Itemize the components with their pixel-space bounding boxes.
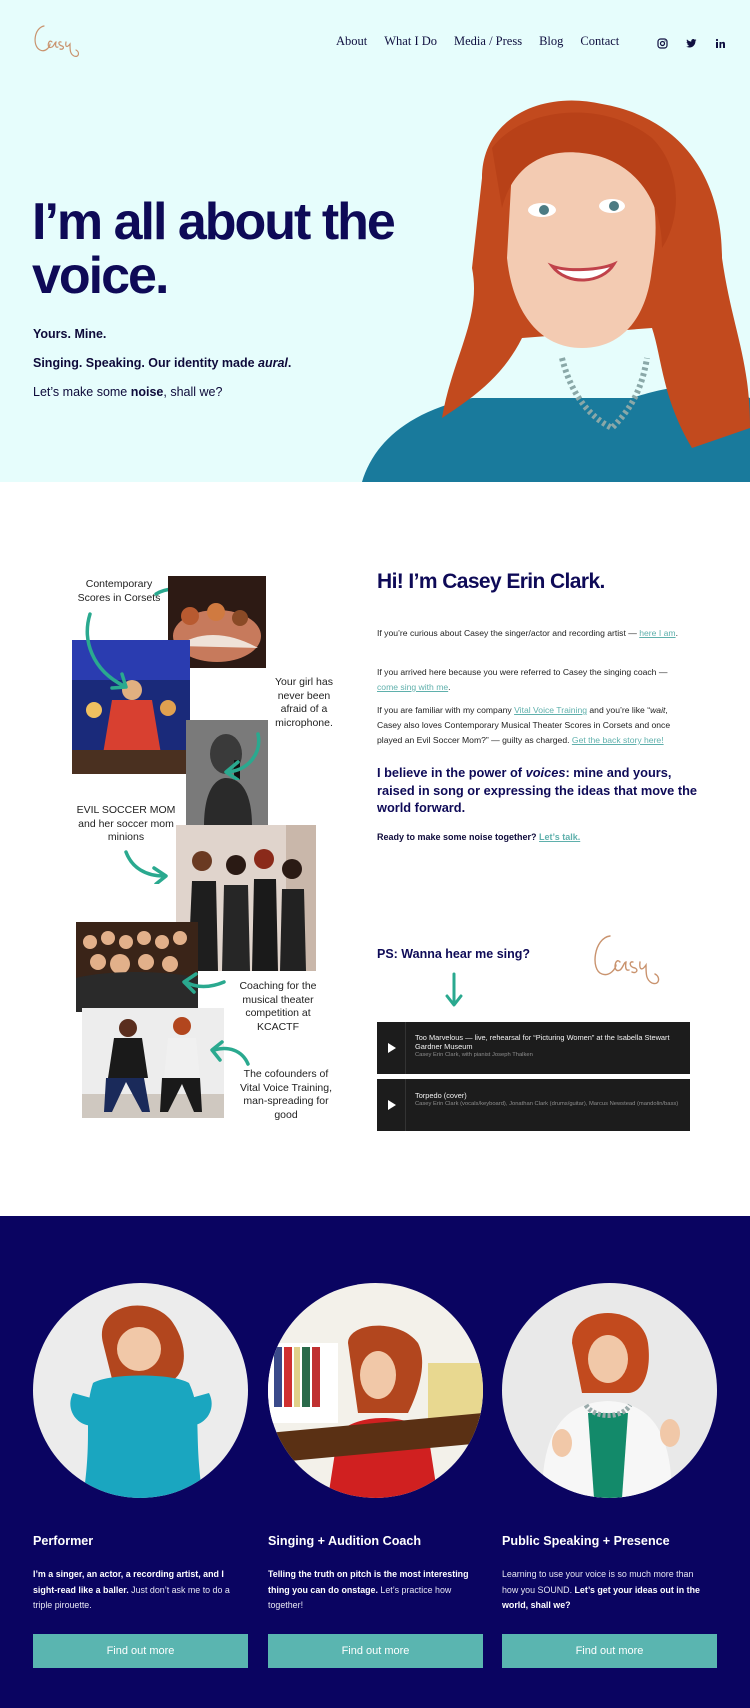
nav-media-press[interactable]: Media / Press xyxy=(454,34,523,48)
arrow-down-icon xyxy=(444,972,464,1010)
track-credits: Casey Erin Clark (vocals/keyboard), Jonathan Clark (drums/guitar), Marcus Newstead (mandolin/bass) xyxy=(415,1101,679,1107)
social-links xyxy=(657,36,726,47)
hero-tagline-1: Yours. Mine. xyxy=(33,327,107,341)
arrow-icon xyxy=(180,970,228,1000)
nav-what-i-do[interactable]: What I Do xyxy=(384,34,438,48)
public-speaking-find-out-more-button[interactable]: Find out more xyxy=(502,1634,717,1668)
lets-talk-link[interactable]: Let’s talk. xyxy=(539,832,581,842)
coach-photo xyxy=(268,1283,483,1498)
public-speaking-photo xyxy=(502,1283,717,1498)
main-nav xyxy=(336,34,619,49)
back-story-link[interactable]: Get the back story here! xyxy=(571,735,664,745)
collage-caption-microphone: Your girl has never been afraid of a microphone. xyxy=(275,676,333,729)
performer-description: I’m a singer, an actor, a recording artist, and I sight-read like a baller. Just don’t ask me to do a triple pirouette. xyxy=(33,1569,230,1610)
arrow-icon xyxy=(122,848,172,884)
hero-portrait-photo xyxy=(362,98,750,482)
collage-caption-soccer-mom: EVIL SOCCER MOM and her soccer mom minions xyxy=(76,804,176,843)
track-credits: Casey Erin Clark, with pianist Joseph Thalken xyxy=(415,1052,533,1058)
coach-find-out-more-button[interactable]: Find out more xyxy=(268,1634,483,1668)
nav-blog[interactable]: Blog xyxy=(539,34,564,48)
coach-title: Singing + Audition Coach xyxy=(268,1534,422,1548)
collage-caption-corsets: Contemporary Scores in Corsets xyxy=(77,578,161,604)
instagram-icon[interactable] xyxy=(657,36,668,47)
collage-caption-cofounders: The cofounders of Vital Voice Training, man-spreading for good xyxy=(239,1068,333,1121)
photo-cofounders xyxy=(82,1008,224,1118)
hero-section xyxy=(0,0,750,482)
ready-cta: Ready to make some noise together? Let’s talk. xyxy=(377,832,581,842)
audio-player-track-1[interactable] xyxy=(377,1022,690,1074)
belief-statement: I believe in the power of voices: mine and yours, raised in song or expressing the ideas that move the world forward. xyxy=(377,765,698,815)
intro-paragraph-company: If you are familiar with my company Vital Voice Training and you’re like “wait, Casey also loves Contemporary Musical Theater Scores in Corsets and once played an Evil Soccer Mom?” — guilty as charged. Get the back story here! xyxy=(377,705,671,745)
play-icon[interactable] xyxy=(377,1022,406,1074)
come-sing-link[interactable]: come sing with me xyxy=(377,682,449,692)
arrow-icon xyxy=(82,610,134,696)
performer-find-out-more-button[interactable]: Find out more xyxy=(33,1634,248,1668)
photo-collage xyxy=(68,572,340,1132)
public-speaking-description: Learning to use your voice is so much more than how you SOUND. Let’s get your ideas out in the world, shall we? xyxy=(502,1569,700,1610)
track-title: Torpedo (cover) xyxy=(415,1091,467,1100)
linkedin-icon[interactable] xyxy=(715,36,726,47)
vital-voice-training-link[interactable]: Vital Voice Training xyxy=(514,705,588,715)
track-title: Too Marvelous — live, rehearsal for “Picturing Women” at the Isabella Stewart Gardner Museum xyxy=(415,1033,670,1051)
casey-signature-icon xyxy=(588,930,664,992)
twitter-icon[interactable] xyxy=(686,36,697,47)
casey-signature-logo[interactable] xyxy=(30,20,82,62)
ps-heading: PS: Wanna hear me sing? xyxy=(377,947,531,961)
intro-paragraph-singer: If you’re curious about Casey the singer/actor and recording artist — here I am. xyxy=(377,628,678,638)
audio-player-track-2[interactable] xyxy=(377,1079,690,1131)
public-speaking-title: Public Speaking + Presence xyxy=(502,1534,670,1548)
arrow-icon xyxy=(206,1038,252,1072)
performer-title: Performer xyxy=(33,1534,94,1548)
nav-about[interactable]: About xyxy=(336,34,368,48)
services-section xyxy=(0,1216,750,1708)
play-icon[interactable] xyxy=(377,1079,406,1131)
collage-caption-coaching: Coaching for the musical theater competition at KCACTF xyxy=(239,980,317,1033)
intro-paragraph-coach: If you arrived here because you were referred to Casey the singing coach — come sing with me. xyxy=(377,667,668,692)
intro-title: Hi! I’m Casey Erin Clark. xyxy=(377,570,605,593)
hero-tagline-3: Let’s make some noise, shall we? xyxy=(33,385,223,399)
hero-tagline-2: Singing. Speaking. Our identity made aural. xyxy=(33,356,292,370)
coach-description: Telling the truth on pitch is the most interesting thing you can do onstage. Let’s practice how together! xyxy=(268,1569,469,1610)
nav-contact[interactable]: Contact xyxy=(580,34,620,48)
arrow-icon xyxy=(218,730,266,780)
hero-title: I’m all about the voice. xyxy=(32,193,394,305)
here-i-am-link[interactable]: here I am xyxy=(639,628,676,638)
performer-photo xyxy=(33,1283,248,1498)
